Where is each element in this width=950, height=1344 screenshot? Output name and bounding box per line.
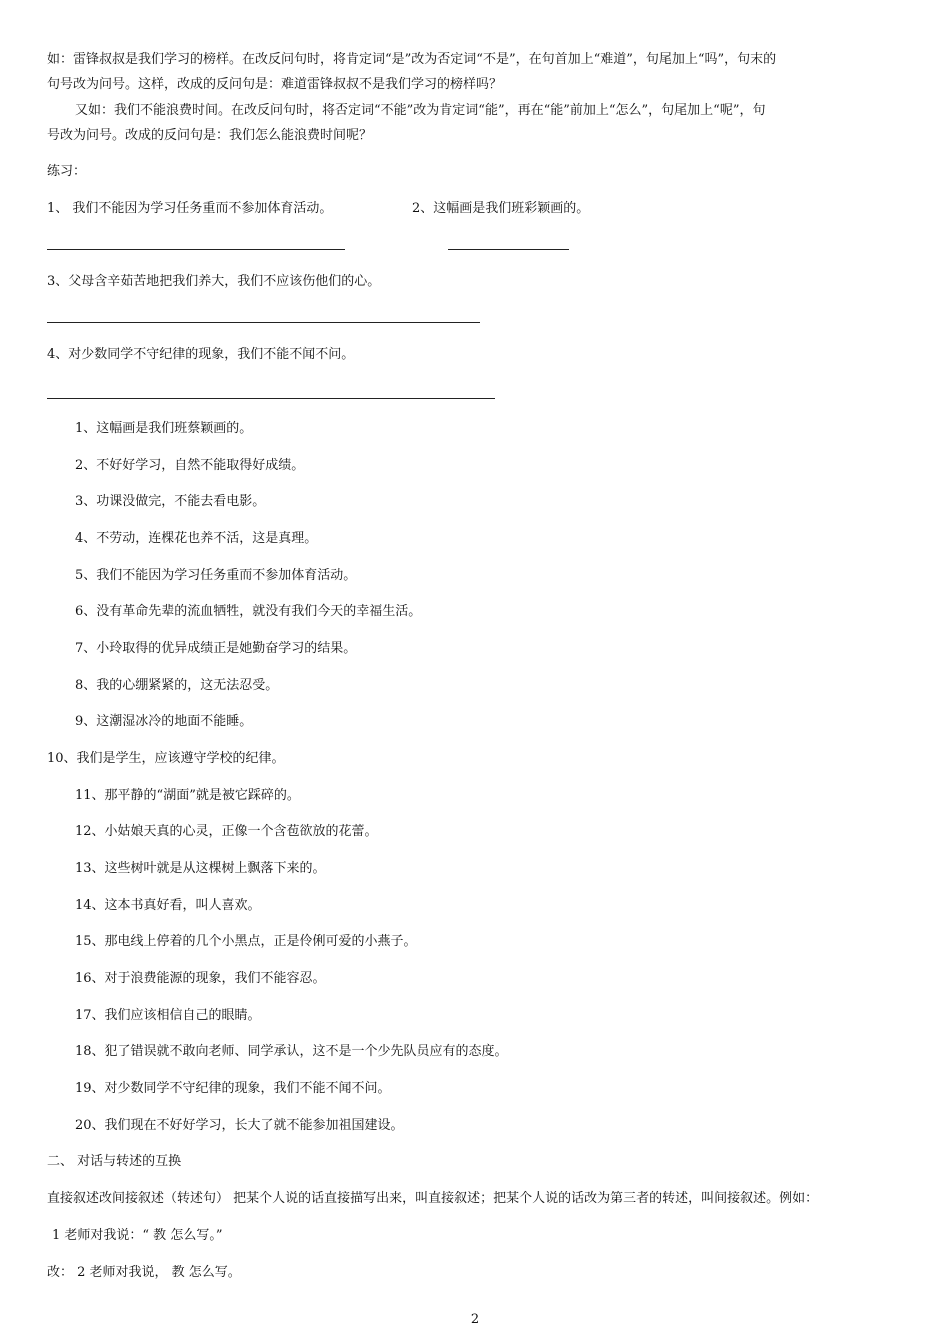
section2-direct-example: 1 老师对我说：“ 教 怎么写。” [52,1228,223,1243]
exercise-item: 20、我们现在不好好学习，长大了就不能参加祖国建设。 [75,1118,404,1133]
exercise-item: 10、我们是学生，应该遵守学校的纪律。 [47,751,285,766]
exercise-item: 16、对于浪费能源的现象，我们不能容忍。 [75,971,326,986]
exercise-item: 8、我的心绷紧紧的，这无法忍受。 [75,678,279,693]
answer-blank-3 [47,322,480,323]
exercise-item: 18、犯了错误就不敢向老师、同学承认，这不是一个少先队员应有的态度。 [75,1044,508,1059]
section2-indirect-example: 改： 2 老师对我说， 教 怎么写。 [47,1265,241,1280]
exercise-item: 2、不好好学习，自然不能取得好成绩。 [75,458,305,473]
practice-heading: 练习： [47,164,87,179]
answer-blank-2 [448,249,569,250]
intro-example1-line2: 句号改为问号。这样，改成的反问句是：难道雷锋叔叔不是我们学习的榜样吗？ [47,77,503,92]
practice-question-3: 3、父母含辛茹苦地把我们养大，我们不应该伤他们的心。 [47,274,381,289]
page-number: 2 [470,1312,480,1327]
exercise-item: 13、这些树叶就是从这棵树上飘落下来的。 [75,861,326,876]
answer-blank-1 [47,249,345,250]
exercise-item: 19、对少数同学不守纪律的现象，我们不能不闻不问。 [75,1081,391,1096]
practice-question-2: 2、这幅画是我们班彩颖画的。 [412,201,590,216]
exercise-item: 17、我们应该相信自己的眼睛。 [75,1008,261,1023]
intro-example2-line2: 号改为问号。改成的反问句是：我们怎么能浪费时间呢？ [47,128,373,143]
exercise-item: 15、那电线上停着的几个小黑点，正是伶俐可爱的小燕子。 [75,934,417,949]
practice-question-1: 1、 我们不能因为学习任务重而不参加体育活动。 [47,201,333,216]
intro-example2-line1: 又如：我们不能浪费时间。在改反问句时，将否定词“不能”改为肯定词“能”，再在“能”前加上“怎么”，句尾加上“呢”，句 [75,103,766,118]
exercise-item: 3、功课没做完，不能去看电影。 [75,494,266,509]
exercise-item: 12、小姑娘天真的心灵，正像一个含苞欲放的花蕾。 [75,824,378,839]
section2-heading: 二、 对话与转述的互换 [47,1154,182,1169]
exercise-item: 11、那平静的“湖面”就是被它踩碎的。 [75,788,300,803]
exercise-item: 6、没有革命先辈的流血牺牲，就没有我们今天的幸福生活。 [75,604,422,619]
exercise-item: 1、这幅画是我们班蔡颖画的。 [75,421,253,436]
exercise-item: 4、不劳动，连棵花也养不活，这是真理。 [75,531,318,546]
exercise-item: 9、这潮湿冰冷的地面不能睡。 [75,714,253,729]
exercise-item: 5、我们不能因为学习任务重而不参加体育活动。 [75,568,357,583]
section2-description: 直接叙述改间接叙述（转述句） 把某个人说的话直接描写出来，叫直接叙述；把某个人说的话改为第三者的转述，叫间接叙述。例如： [47,1191,819,1206]
practice-question-4: 4、对少数同学不守纪律的现象，我们不能不闻不问。 [47,347,355,362]
intro-example1-line1: 如：雷锋叔叔是我们学习的榜样。在改反问句时，将肯定词“是”改为否定词“不是”，在句首加上“难道”，句尾加上“吗”，句末的 [47,52,777,67]
answer-blank-4 [47,398,495,399]
exercise-item: 7、小玲取得的优异成绩正是她勤奋学习的结果。 [75,641,357,656]
exercise-item: 14、这本书真好看，叫人喜欢。 [75,898,261,913]
